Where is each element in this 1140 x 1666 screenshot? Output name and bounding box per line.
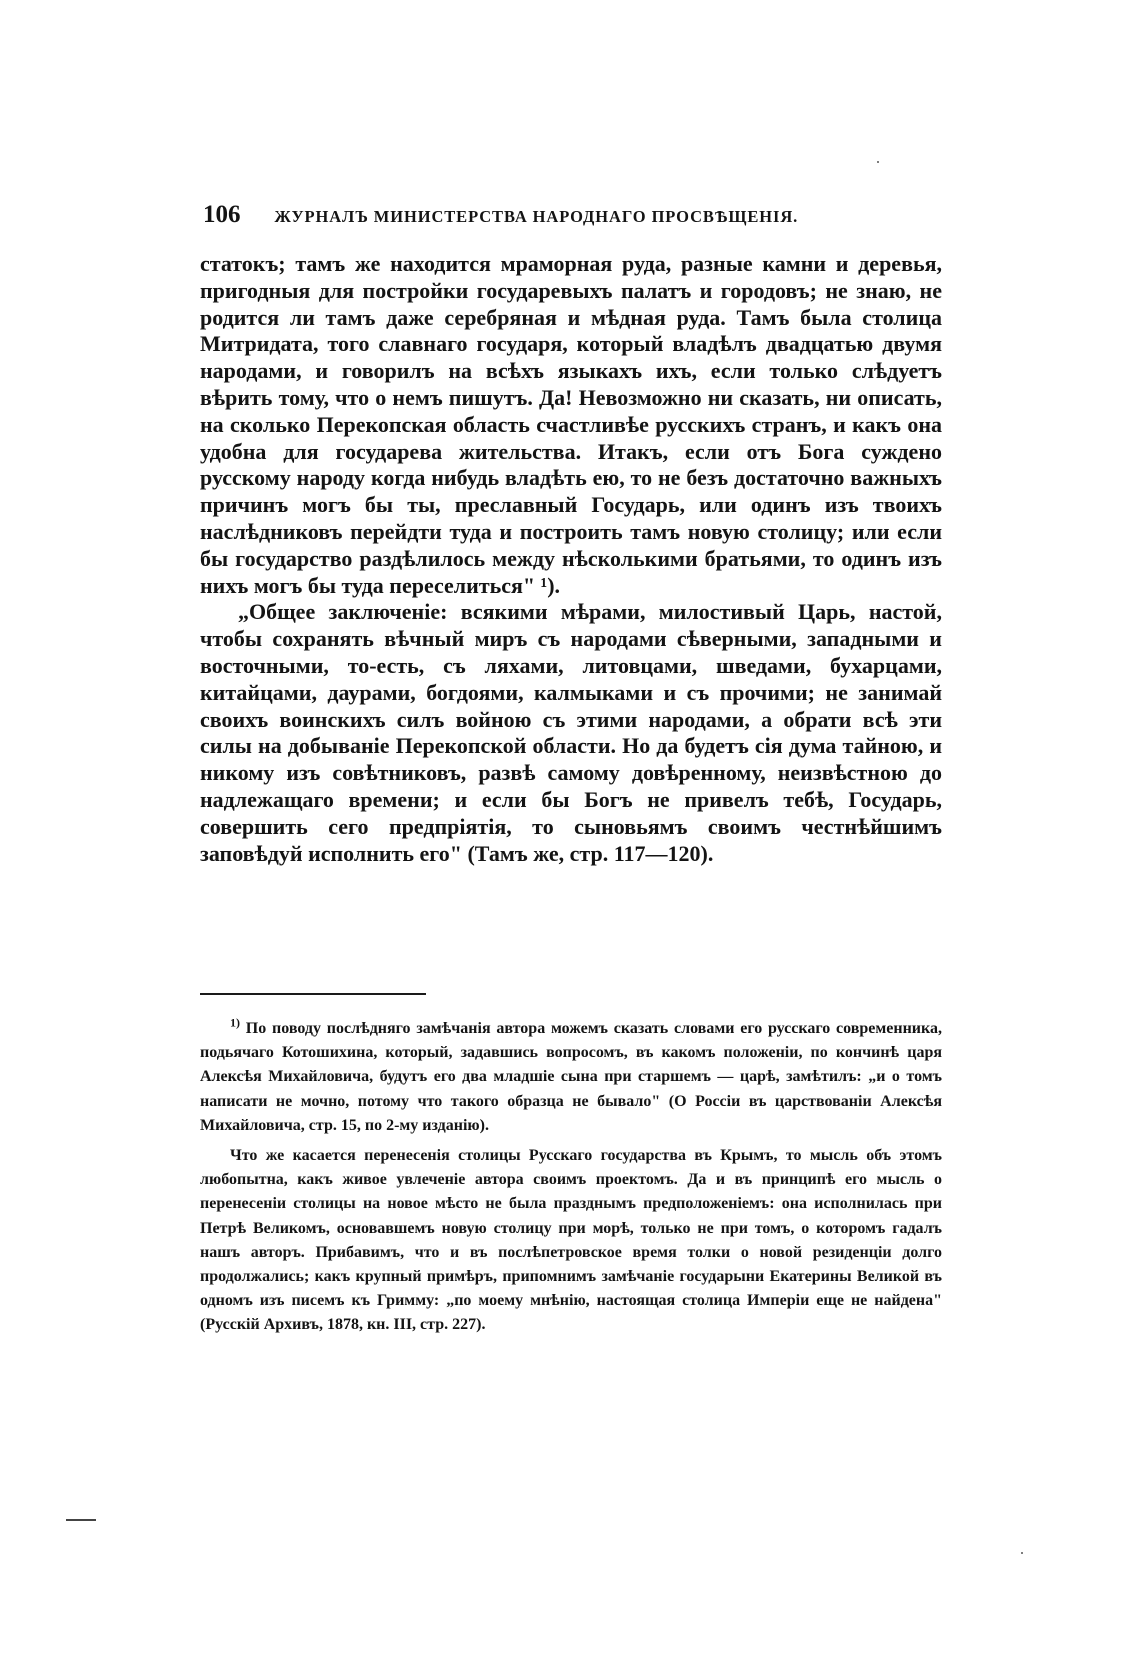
margin-mark <box>66 1519 96 1521</box>
footnote-1 <box>200 1017 942 1138</box>
paragraph-continuation: статокъ; тамъ же находится мраморная руда, разные камни и деревья, пригодныя для постройки государевыхъ палатъ и городовъ; не знаю, не родится ли тамъ даже серебряная и мѣдная руда. Тамъ была столица Митридата, того славнаго государя, который владѣлъ двадцатью двумя народами, и говорилъ на всѣхъ языкахъ ихъ, если только слѣдуетъ вѣрить тому, что о немъ пишутъ. Да! Невозможно ни сказать, ни описать, на сколько Перекопская область счастливѣе русскихъ странъ, и какъ она удобна для государева жительства. Итакъ, если отъ Бога суждено русскому народу когда нибудь владѣть ею, то не безъ достаточно важныхъ причинъ могъ бы ты, преславный Государь, или одинъ изъ твоихъ наслѣдниковъ перейдти туда и построить тамъ новую столицу; или если бы государство раздѣлилось между нѣсколькими братьями, то одинъ изъ нихъ могъ бы туда переселиться" ¹). <box>200 251 942 598</box>
page-number: 106 <box>203 201 241 228</box>
footnote-1-marker: 1) <box>230 1015 240 1030</box>
footnote-separator <box>200 993 426 995</box>
running-title: ЖУРНАЛЪ МИНИСТЕРСТВА НАРОДНАГО ПРОСВѢЩЕНІЯ. <box>274 207 799 226</box>
scan-speck <box>1021 1552 1023 1554</box>
footnotes <box>200 1017 942 1338</box>
scan-speck <box>877 161 879 163</box>
footnote-2: Что же касается перенесенія столицы Русскаго государства въ Крымъ, то мысль объ этомъ любопытна, какъ живое увлеченіе автора своимъ проектомъ. Да и въ принципѣ его мысль о перенесеніи столицы на новое мѣсто не была празднымъ предположеніемъ: она исполнилась при Петрѣ Великомъ, основавшемъ новую столицу при морѣ, только не при томъ, о которомъ гадалъ нашъ авторъ. Прибавимъ, что и въ послѣпетровское время толки о новой резиденціи долго продолжались; какъ крупный примѣръ, припомнимъ замѣчаніе государыни Екатерины Великой въ одномъ изъ писемъ къ Гримму: „по моему мнѣнію, настоящая столица Имперіи еще не найдена" (Русскій Архивъ, 1878, кн. III, стр. 227). <box>200 1147 942 1334</box>
main-text <box>200 251 942 867</box>
footnote-1-text: По поводу послѣдняго замѣчанія автора можемъ сказать словами его русскаго современника, подьячаго Котошихина, который, задавшись вопросомъ, въ какомъ положеніи, по кончинѣ царя Алексѣя Михайловича, будутъ его два младшіе сына при старшемъ — царѣ, замѣтилъ: „и о томъ написати не мочно, потому что такого образца не бывало" (О Россіи въ царствованіи Алексѣя Михайловича, стр. 15, по 2-му изданію). <box>200 1020 942 1134</box>
page-header <box>203 201 873 231</box>
paragraph-conclusion: „Общее заключеніе: всякими мѣрами, милостивый Царь, настой, чтобы сохранять вѣчный миръ съ народами сѣверными, западными и восточными, то-есть, съ ляхами, литовцами, шведами, бухарцами, китайцами, даурами, богдоями, калмыками и съ прочими; не занимай своихъ воинскихъ силъ войною съ этими народами, а обрати всѣ эти силы на добываніе Перекопской области. Но да будетъ сія дума тайною, и никому изъ совѣтниковъ, развѣ самому довѣренному, неизвѣстною до надлежащаго времени; и если бы Богъ не привелъ тебѣ, Государь, совершить сего предпріятія, то сыновьямъ своимъ честнѣйшимъ заповѣдуй исполнить его" (Тамъ же, стр. 117—120). <box>200 599 942 866</box>
